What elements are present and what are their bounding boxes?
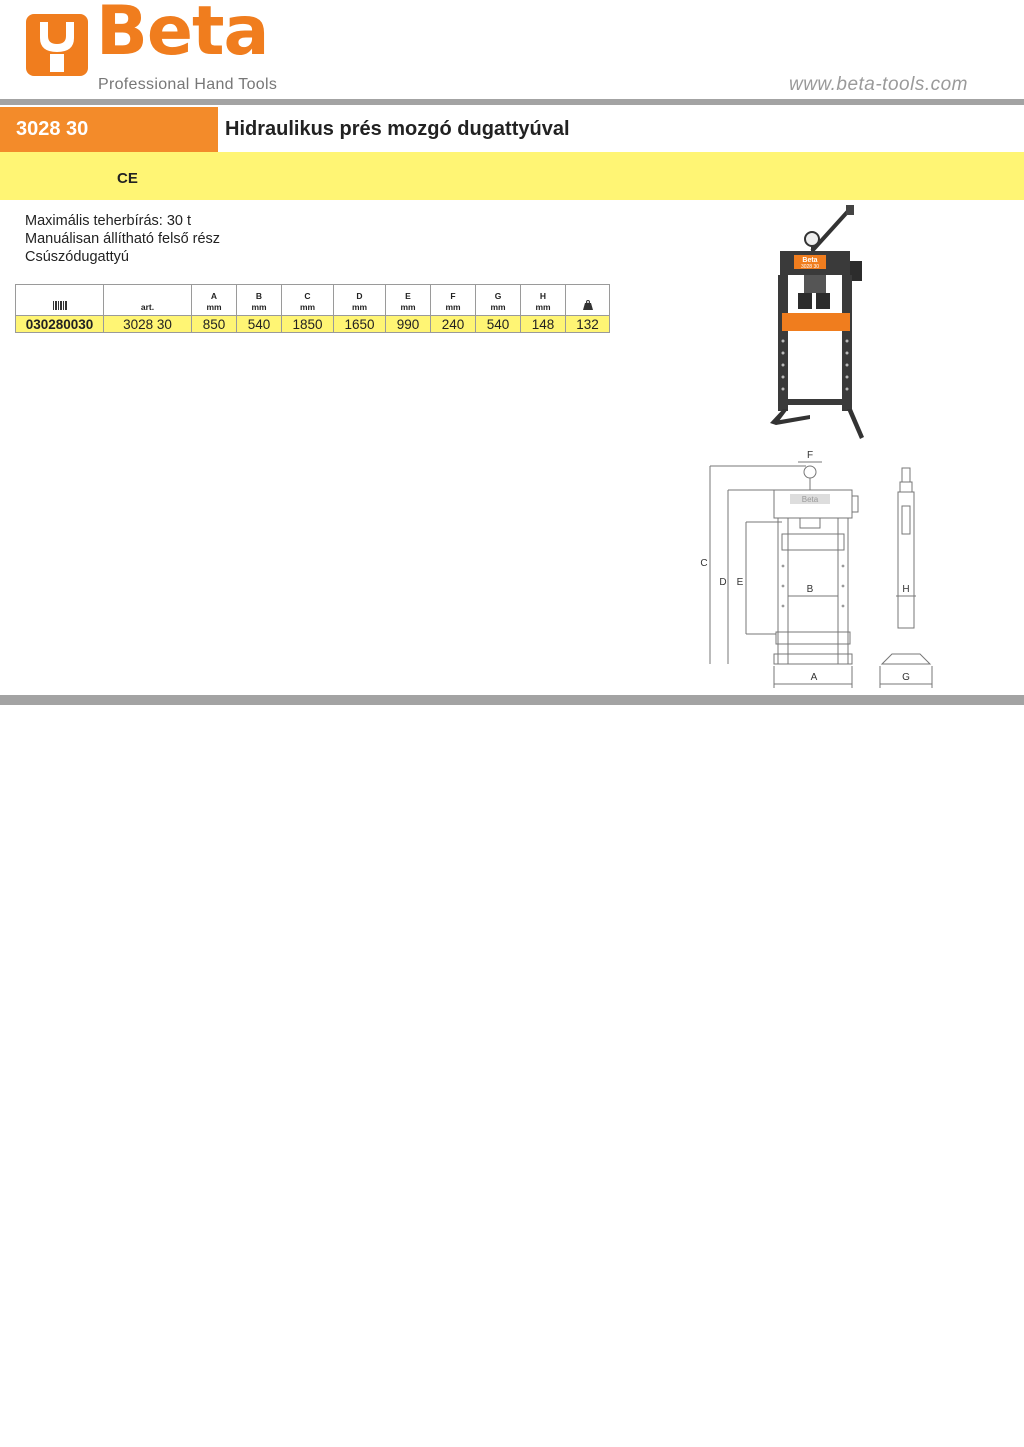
spec-header-art: art. bbox=[104, 285, 192, 316]
spec-cell-e: 990 bbox=[386, 316, 431, 333]
drawing-badge: Beta bbox=[801, 495, 819, 504]
spec-data-row bbox=[16, 316, 610, 333]
ce-mark: CE bbox=[117, 170, 138, 187]
logo-tagline: Professional Hand Tools bbox=[98, 76, 278, 93]
product-title: Hidraulikus prés mozgó dugattyúval bbox=[225, 118, 570, 140]
spec-header-weight bbox=[566, 285, 610, 316]
spec-table bbox=[15, 284, 610, 333]
spec-cell-art: 3028 30 bbox=[104, 316, 192, 333]
spec-cell-f: 240 bbox=[431, 316, 476, 333]
feature-item: Maximális teherbírás: 30 t bbox=[25, 213, 192, 229]
spec-cell-code: 030280030 bbox=[16, 316, 104, 333]
barcode-icon bbox=[53, 301, 67, 310]
weight-icon bbox=[582, 300, 594, 310]
dim-label-a: A bbox=[810, 672, 818, 683]
product-code: 3028 30 bbox=[0, 107, 218, 152]
photo-badge-model: 3028 30 bbox=[800, 264, 820, 270]
spec-cell-b: 540 bbox=[237, 316, 282, 333]
spec-cell-h: 148 bbox=[521, 316, 566, 333]
spec-header-f: F mm bbox=[431, 285, 476, 316]
certification-band bbox=[0, 152, 1024, 200]
dim-label-g: G bbox=[902, 672, 910, 683]
beta-logo[interactable] bbox=[26, 0, 288, 96]
spec-cell-weight: 132 bbox=[566, 316, 610, 333]
spec-header-c: C mm bbox=[282, 285, 334, 316]
website-link[interactable]: www.beta-tools.com bbox=[788, 74, 968, 95]
spec-header-a: A mm bbox=[192, 285, 237, 316]
dim-label-e: E bbox=[736, 577, 744, 588]
spec-header-b: B mm bbox=[237, 285, 282, 316]
spec-cell-a: 850 bbox=[192, 316, 237, 333]
spec-header-h: H mm bbox=[521, 285, 566, 316]
dimension-drawing bbox=[696, 446, 946, 690]
feature-item: Manuálisan állítható felső rész bbox=[25, 231, 221, 247]
feature-item: Csúszódugattyú bbox=[25, 249, 129, 265]
dim-label-d: D bbox=[719, 577, 727, 588]
dim-label-b: B bbox=[806, 584, 814, 595]
wrench-logo-icon bbox=[26, 14, 88, 76]
spec-header-e: E mm bbox=[386, 285, 431, 316]
spec-header-code bbox=[16, 285, 104, 316]
spec-header-row bbox=[16, 285, 610, 316]
product-photo bbox=[760, 203, 870, 441]
dim-label-c: C bbox=[700, 558, 708, 569]
top-divider bbox=[0, 99, 1024, 105]
spec-cell-d: 1650 bbox=[334, 316, 386, 333]
feature-list bbox=[25, 212, 220, 266]
photo-badge-brand: Beta bbox=[802, 257, 818, 264]
dim-label-f: F bbox=[806, 450, 814, 461]
bottom-divider bbox=[0, 695, 1024, 705]
logo-wordmark: Beta bbox=[96, 0, 269, 71]
spec-cell-g: 540 bbox=[476, 316, 521, 333]
dim-label-h: H bbox=[902, 584, 910, 595]
spec-header-g: G mm bbox=[476, 285, 521, 316]
spec-header-d: D mm bbox=[334, 285, 386, 316]
spec-cell-c: 1850 bbox=[282, 316, 334, 333]
